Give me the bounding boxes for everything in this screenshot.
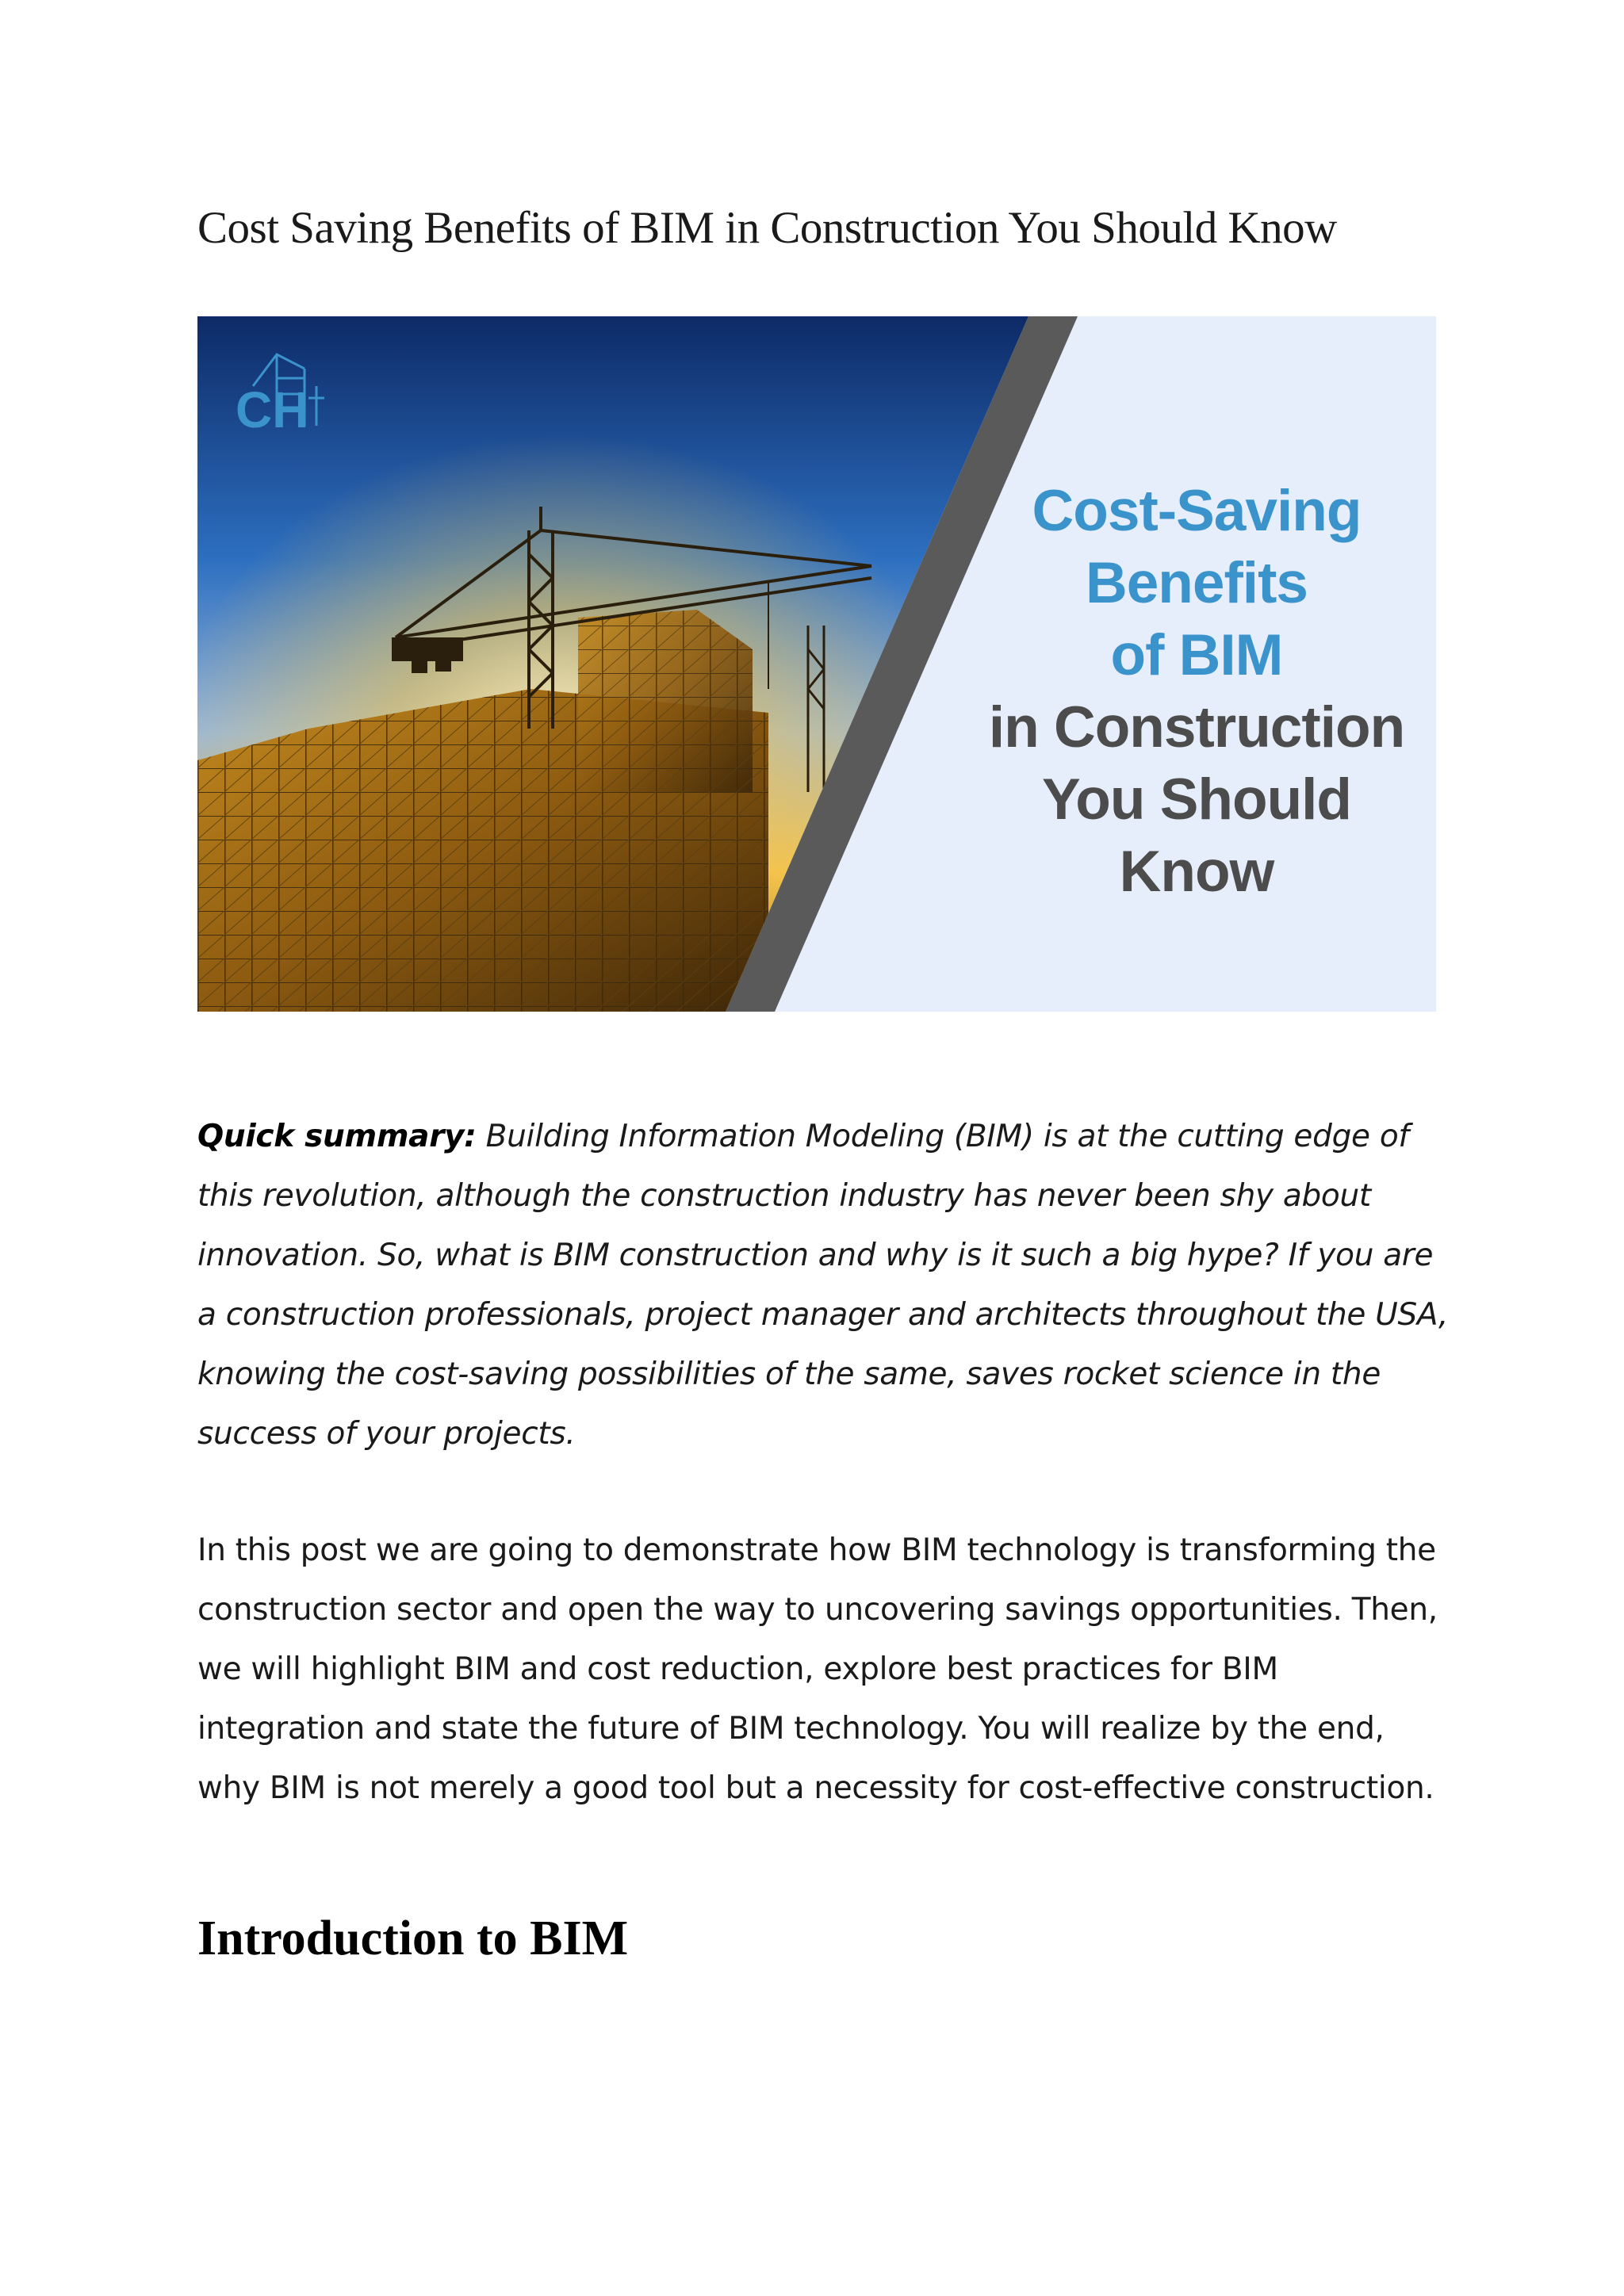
hero-line-4: in Construction <box>988 695 1405 760</box>
hero-line-1: Cost-Saving <box>1032 479 1362 543</box>
intro-paragraph: In this post we are going to demonstrate how BIM technology is transforming the construction sector and open the way to uncovering savings opportunities. Then, we will highlight BIM and cost reduction, explore best practices for BIM integration and state the future of BIM technology. You will realize by the end, why BIM is not merely a good tool but a necessity for cost-effective construction. <box>197 1533 1438 1806</box>
hero-line-5: You Should <box>1041 767 1352 832</box>
hero-line-3: of BIM <box>1110 623 1283 687</box>
company-logo-icon <box>229 331 332 434</box>
hero-line-6: Know <box>1119 840 1274 904</box>
section-heading-introduction: Introduction to BIM <box>197 1911 629 1965</box>
page-title: Cost Saving Benefits of BIM in Construction You Should Know <box>197 203 1337 253</box>
svg-text:CH: CH <box>236 381 309 434</box>
quick-summary-text: Building Information Modeling (BIM) is at the cutting edge of this revolution, although the construction industry has never been shy about innovation. So, what is BIM construction and why is it such a big hype? If you are a construction professionals, project manager and architects throughout the USA, knowing the cost-saving possibilities of the same, saves rocket science in the success of your projects. <box>197 1119 1449 1452</box>
hero-banner-image <box>197 316 1436 1012</box>
quick-summary-label: Quick summary: <box>197 1119 477 1154</box>
quick-summary-paragraph <box>197 1107 1450 1464</box>
hero-line-2: Benefits <box>1085 551 1308 615</box>
hero-headline <box>967 475 1427 908</box>
